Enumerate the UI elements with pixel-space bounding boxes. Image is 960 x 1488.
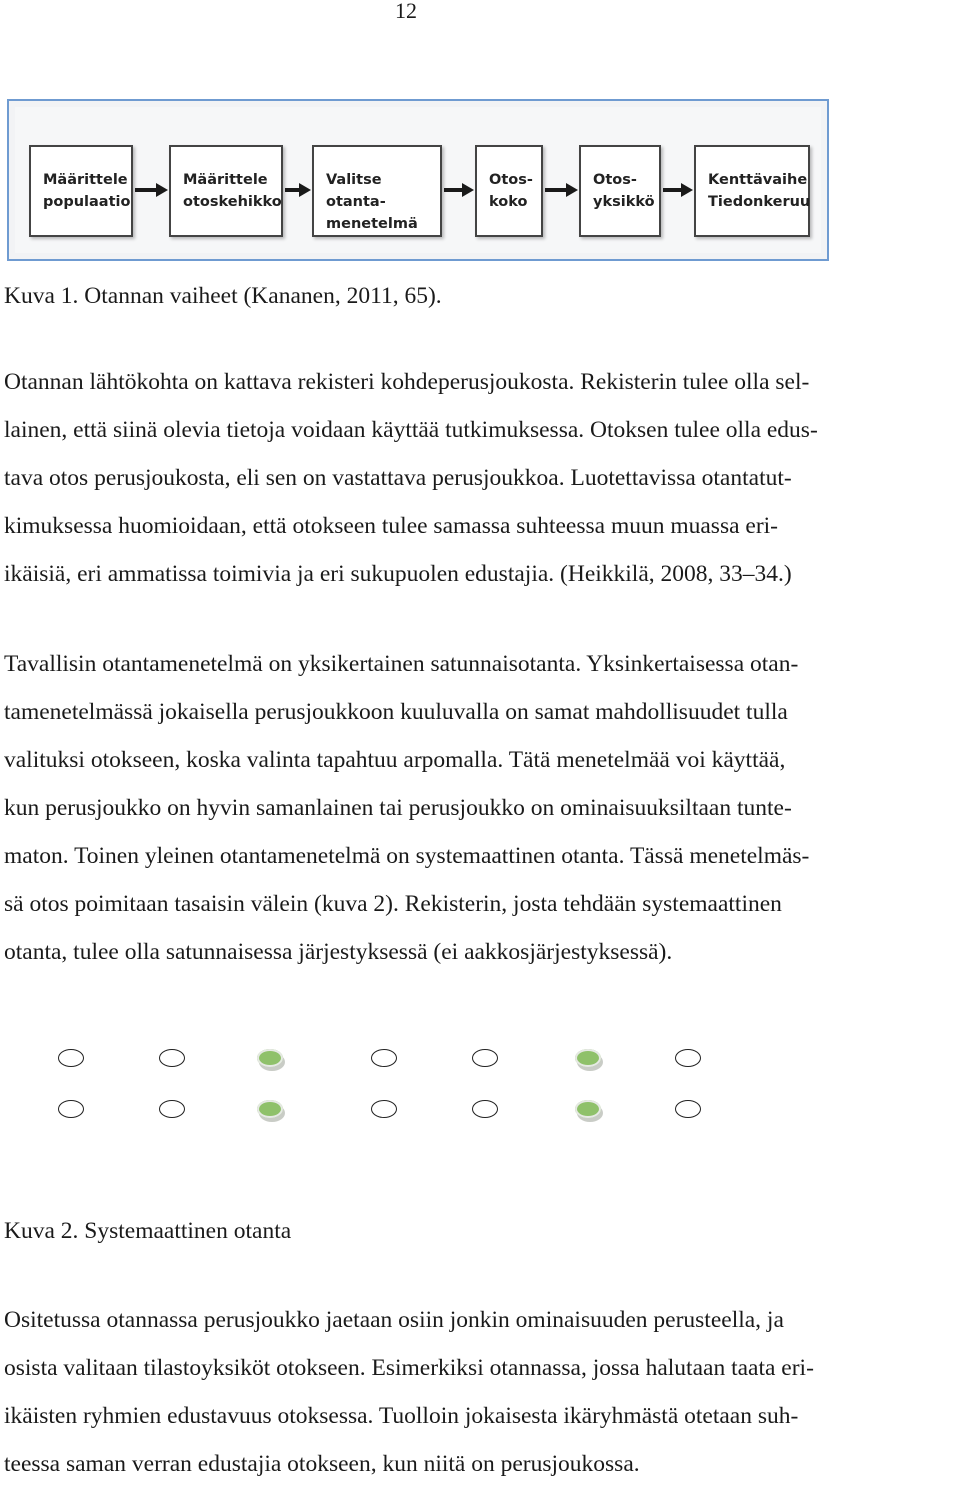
arrow-right-icon <box>285 183 311 197</box>
unit-circle <box>58 1100 84 1118</box>
paragraph-3 <box>4 1296 956 1488</box>
step-label-2: Määrittele otoskehikko <box>183 172 282 210</box>
step-label-5: Otos- yksikkö <box>593 172 655 210</box>
paragraph-line: Ositetussa otannassa perusjoukko jaetaan osiin jonkin ominaisuuden perusteella, ja <box>4 1307 784 1333</box>
paragraph-line: maton. Toinen yleinen otantamenetelmä on systemaattinen otanta. Tässä menetelmäs- <box>4 843 810 869</box>
paragraph-line: Tavallisin otantamenetelmä on yksikertainen satunnaisotanta. Yksinkertaisessa otan- <box>4 651 799 677</box>
unit-circle <box>472 1100 498 1118</box>
sampling-steps-figure <box>7 99 829 261</box>
systematic-sampling-figure <box>0 1040 960 1140</box>
unit-circle <box>58 1049 84 1067</box>
selected-unit-circle <box>257 1049 283 1067</box>
figure1-caption: Kuva 1. Otannan vaiheet (Kananen, 2011, 65). <box>4 283 442 309</box>
paragraph-line: valituksi otokseen, koska valinta tapahtuu arpomalla. Tätä menetelmää voi käyttää, <box>4 747 786 773</box>
unit-circle <box>675 1049 701 1067</box>
paragraph-line: tamenetelmässä jokaisella perusjoukkoon kuuluvalla on samat mahdollisuudet tulla <box>4 699 788 725</box>
step-label-4: Otos- koko <box>489 172 533 210</box>
arrow-right-icon <box>545 183 578 197</box>
paragraph-line: otanta, tulee olla satunnaisessa järjestyksessä (ei aakkosjärjestyksessä). <box>4 939 673 965</box>
arrow-right-icon <box>444 183 474 197</box>
step-label-6: Kenttävaihe Tiedonkeruu <box>708 172 811 210</box>
page-number: 12 <box>395 0 417 23</box>
unit-circle <box>675 1100 701 1118</box>
unit-circle <box>371 1100 397 1118</box>
selected-unit-circle <box>575 1049 601 1067</box>
paragraph-line: kimuksessa huomioidaan, että otokseen tulee samassa suhteessa muun muassa eri- <box>4 513 779 539</box>
paragraph-line: lainen, että siinä olevia tietoja voidaan käyttää tutkimuksessa. Otoksen tulee olla edus- <box>4 417 818 443</box>
selected-unit-circle <box>257 1100 283 1118</box>
unit-circle <box>472 1049 498 1067</box>
paragraph-1 <box>4 358 956 598</box>
step-box-5 <box>579 145 661 237</box>
selected-unit-circle <box>575 1100 601 1118</box>
paragraph-2 <box>4 640 956 976</box>
arrow-right-icon <box>135 183 168 197</box>
step-box-2 <box>169 145 283 237</box>
paragraph-line: kun perusjoukko on hyvin samanlainen tai perusjoukko on ominaisuuksiltaan tunte- <box>4 795 792 821</box>
arrow-right-icon <box>663 183 693 197</box>
unit-circle <box>371 1049 397 1067</box>
step-box-6 <box>694 145 810 237</box>
paragraph-line: sä otos poimitaan tasaisin välein (kuva 2). Rekisterin, josta tehdään systemaattinen <box>4 891 782 917</box>
step-label-3: Valitse otanta- menetelmä <box>326 172 418 232</box>
unit-circle <box>159 1100 185 1118</box>
step-box-3 <box>312 145 442 237</box>
step-label-1: Määrittele populaatio <box>43 172 131 210</box>
figure2-caption: Kuva 2. Systemaattinen otanta <box>4 1218 292 1244</box>
paragraph-line: Otannan lähtökohta on kattava rekisteri kohdeperusjoukosta. Rekisterin tulee olla sel- <box>4 369 810 395</box>
step-box-4 <box>475 145 543 237</box>
paragraph-line: tava otos perusjoukosta, eli sen on vastattava perusjoukkoa. Luotettavissa otantatut- <box>4 465 792 491</box>
paragraph-line: ikäisten ryhmien edustavuus otoksessa. Tuolloin jokaisesta ikäryhmästä otetaan suh- <box>4 1403 799 1429</box>
paragraph-line: osista valitaan tilastoyksiköt otokseen. Esimerkiksi otannassa, jossa halutaan taata eri- <box>4 1355 814 1381</box>
step-box-1 <box>29 145 133 237</box>
unit-circle <box>159 1049 185 1067</box>
paragraph-line: teessa saman verran edustajia otokseen, kun niitä on perusjoukossa. <box>4 1451 640 1477</box>
paragraph-line: ikäisiä, eri ammatissa toimivia ja eri sukupuolen edustajia. (Heikkilä, 2008, 33–34.) <box>4 561 792 587</box>
